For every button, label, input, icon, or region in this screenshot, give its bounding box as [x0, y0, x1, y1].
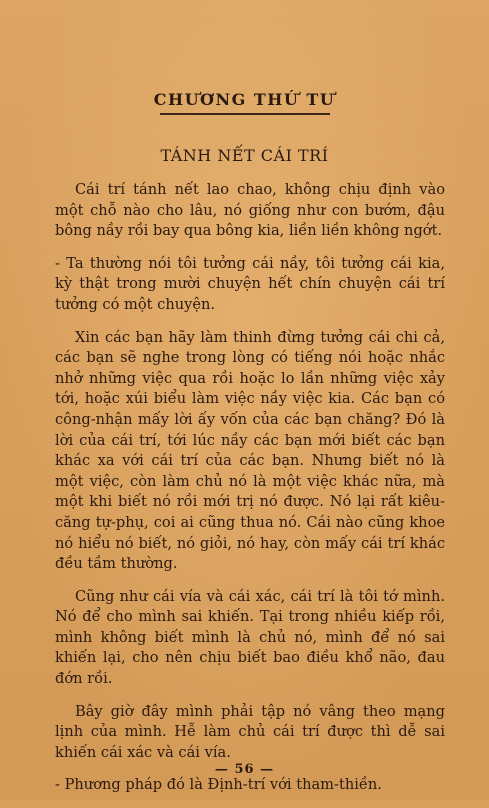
paragraph: Cũng như cái vía và cái xác, cái trí là tôi tớ mình. Nó để cho mình sai khiến. Tại trong nhiều kiếp rồi, mình không biết mình là chủ nó, mình để nó sai khiến lại, cho nên chịu biết bao điều khổ não, đau đớn rồi. [55, 587, 445, 688]
paragraph [55, 775, 445, 796]
paragraph: Cái trí tánh nết lao chao, không chịu định vào một chỗ nào cho lâu, nó giống như con bướm, đậu bông nầy rồi bay qua bông kia, liền liền không ngớt. [55, 181, 445, 240]
paragraph-text: Ta thường nói tôi tưởng cái nầy, tôi tưởng cái kia, kỳ thật trong mười chuyện hết chín chuyện cái trí tưởng có một chuyện. [55, 254, 445, 313]
paragraph-text: Phương pháp đó là Định-trí với tham-thiền. [64, 776, 382, 794]
dash-marker: - [55, 254, 67, 272]
chapter-heading: CHƯƠNG THỨ TƯ [153, 90, 336, 109]
body-text [55, 180, 445, 808]
paragraph [55, 254, 445, 316]
section-title: TÁNH NẾT CÁI TRÍ [160, 146, 329, 165]
chapter-underline [160, 113, 330, 115]
paragraph: Bây giờ đây mình phải tập nó vâng theo mạng lịnh của mình. Hễ làm chủ cái trí được thì dễ sai khiến cái xác và cái vía. [55, 702, 445, 761]
paragraph: Xin các bạn hãy làm thinh đừng tưởng cái chi cả, các bạn sẽ nghe trong lòng có tiếng nói hoặc nhắc nhở những việc qua rồi hoặc lo lần những việc xảy tới, hoặc xúi biểu làm việc nầy việc kia. Các bạn có công-nhận mấy lời ấy vốn của các bạn chăng? Đó là lời của cái trí, tới lúc nầy các bạn mới biết các bạn khác xa với cái trí của các bạn. Nhưng biết nó là một việc, còn làm chủ nó là một việc khác nữa, mà một khi biết nó rồi mới trị nó được. Nó lại rất kiêu-căng tự-phụ, coi ai cũng thua nó. Cái nào cũng khoe nó hiểu nó biết, nó giỏi, nó hay, còn mấy cái trí khác đều tầm thường. [55, 328, 445, 573]
dash-marker: - [55, 776, 65, 794]
page-number: — 56 — [214, 762, 275, 777]
